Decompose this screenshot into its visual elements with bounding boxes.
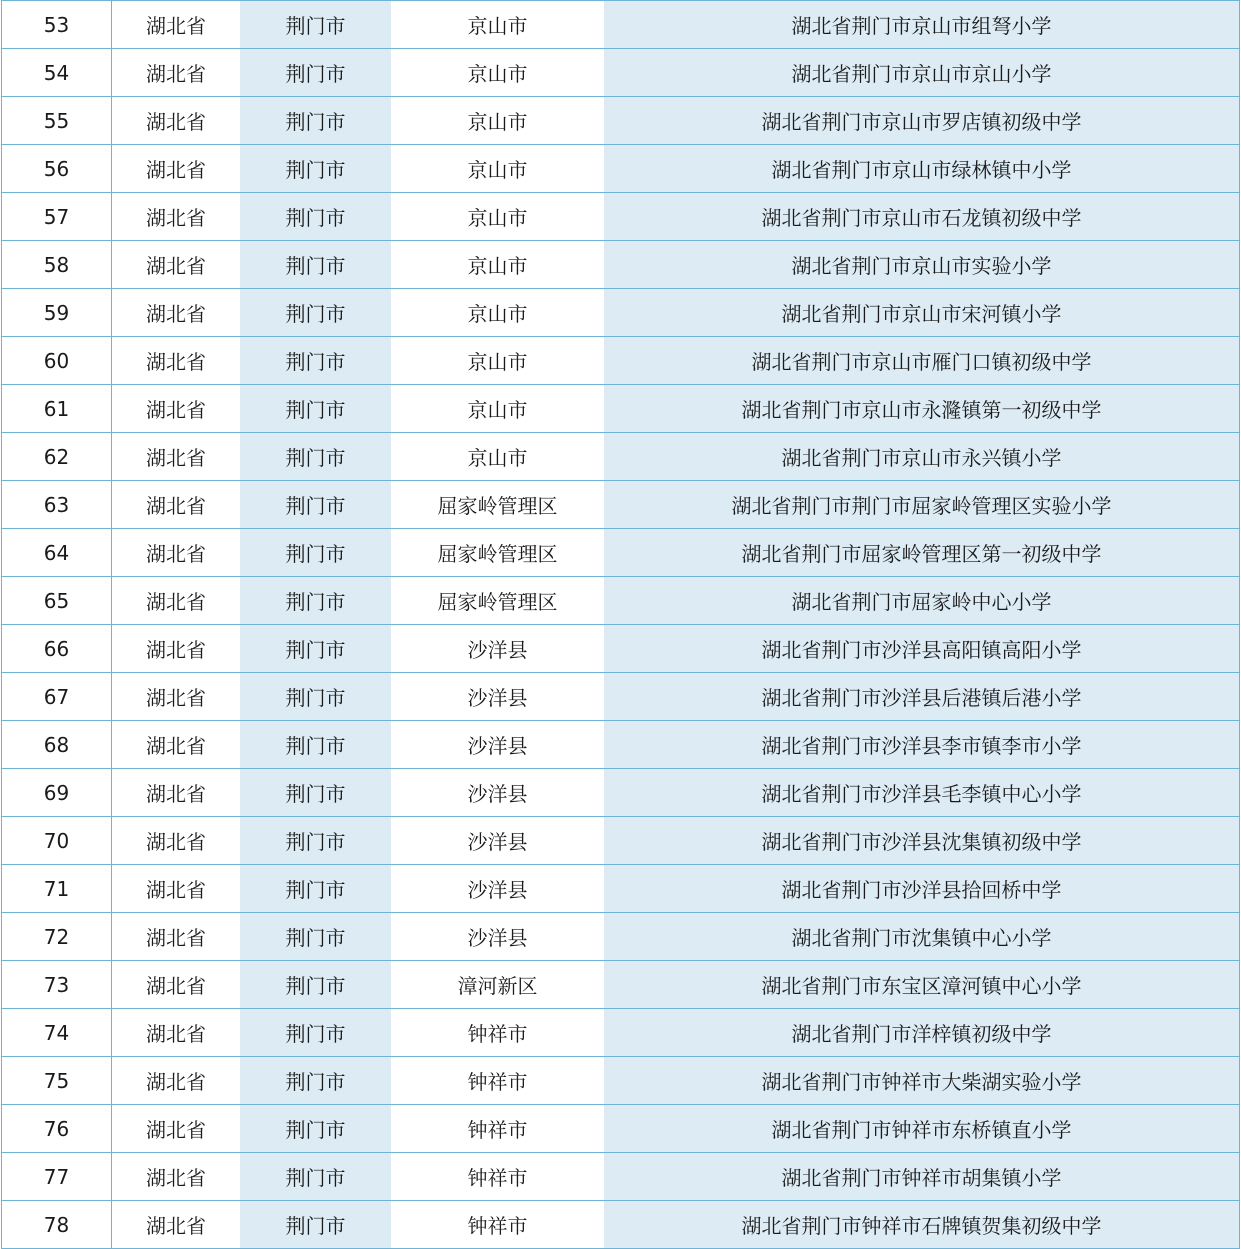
city-cell: 荆门市 (240, 817, 391, 865)
row-number-cell: 55 (2, 97, 112, 145)
province-cell: 湖北省 (112, 961, 241, 1009)
school-name-cell: 湖北省荆门市沈集镇中心小学 (604, 913, 1240, 961)
school-name-cell: 湖北省荆门市京山市京山小学 (604, 49, 1240, 97)
row-number-cell: 72 (2, 913, 112, 961)
district-cell: 沙洋县 (391, 865, 604, 913)
district-cell: 京山市 (391, 337, 604, 385)
district-cell: 屈家岭管理区 (391, 529, 604, 577)
district-cell: 京山市 (391, 97, 604, 145)
district-cell: 沙洋县 (391, 769, 604, 817)
province-cell: 湖北省 (112, 673, 241, 721)
city-cell: 荆门市 (240, 577, 391, 625)
row-number-cell: 67 (2, 673, 112, 721)
row-number-cell: 56 (2, 145, 112, 193)
province-cell: 湖北省 (112, 721, 241, 769)
table-row (2, 1105, 1240, 1153)
school-name-cell: 湖北省荆门市沙洋县毛李镇中心小学 (604, 769, 1240, 817)
row-number-cell: 66 (2, 625, 112, 673)
table-row (2, 145, 1240, 193)
row-number-cell: 73 (2, 961, 112, 1009)
city-cell: 荆门市 (240, 241, 391, 289)
province-cell: 湖北省 (112, 625, 241, 673)
school-name-cell: 湖北省荆门市沙洋县后港镇后港小学 (604, 673, 1240, 721)
district-cell: 钟祥市 (391, 1153, 604, 1201)
table-row (2, 769, 1240, 817)
district-cell: 京山市 (391, 193, 604, 241)
school-name-cell: 湖北省荆门市屈家岭管理区第一初级中学 (604, 529, 1240, 577)
province-cell: 湖北省 (112, 1, 241, 49)
city-cell: 荆门市 (240, 769, 391, 817)
row-number-cell: 75 (2, 1057, 112, 1105)
school-name-cell: 湖北省荆门市钟祥市大柴湖实验小学 (604, 1057, 1240, 1105)
school-name-cell: 湖北省荆门市东宝区漳河镇中心小学 (604, 961, 1240, 1009)
school-table-body (2, 1, 1240, 1249)
district-cell: 屈家岭管理区 (391, 481, 604, 529)
province-cell: 湖北省 (112, 1009, 241, 1057)
school-name-cell: 湖北省荆门市京山市实验小学 (604, 241, 1240, 289)
row-number-cell: 61 (2, 385, 112, 433)
district-cell: 京山市 (391, 241, 604, 289)
table-row (2, 961, 1240, 1009)
school-name-cell: 湖北省荆门市京山市石龙镇初级中学 (604, 193, 1240, 241)
table-row (2, 241, 1240, 289)
school-name-cell: 湖北省荆门市屈家岭中心小学 (604, 577, 1240, 625)
table-row (2, 1201, 1240, 1249)
province-cell: 湖北省 (112, 289, 241, 337)
row-number-cell: 69 (2, 769, 112, 817)
province-cell: 湖北省 (112, 481, 241, 529)
city-cell: 荆门市 (240, 529, 391, 577)
city-cell: 荆门市 (240, 481, 391, 529)
table-row (2, 1, 1240, 49)
table-row (2, 337, 1240, 385)
city-cell: 荆门市 (240, 145, 391, 193)
row-number-cell: 74 (2, 1009, 112, 1057)
row-number-cell: 70 (2, 817, 112, 865)
row-number-cell: 54 (2, 49, 112, 97)
row-number-cell: 68 (2, 721, 112, 769)
city-cell: 荆门市 (240, 961, 391, 1009)
province-cell: 湖北省 (112, 49, 241, 97)
district-cell: 钟祥市 (391, 1201, 604, 1249)
school-name-cell: 湖北省荆门市钟祥市石牌镇贺集初级中学 (604, 1201, 1240, 1249)
table-row (2, 673, 1240, 721)
table-row (2, 1009, 1240, 1057)
province-cell: 湖北省 (112, 97, 241, 145)
province-cell: 湖北省 (112, 193, 241, 241)
school-name-cell: 湖北省荆门市京山市罗店镇初级中学 (604, 97, 1240, 145)
school-name-cell: 湖北省荆门市沙洋县沈集镇初级中学 (604, 817, 1240, 865)
table-row (2, 385, 1240, 433)
district-cell: 钟祥市 (391, 1057, 604, 1105)
province-cell: 湖北省 (112, 817, 241, 865)
province-cell: 湖北省 (112, 1153, 241, 1201)
district-cell: 京山市 (391, 385, 604, 433)
school-name-cell: 湖北省荆门市沙洋县高阳镇高阳小学 (604, 625, 1240, 673)
district-cell: 京山市 (391, 145, 604, 193)
city-cell: 荆门市 (240, 865, 391, 913)
school-name-cell: 湖北省荆门市京山市宋河镇小学 (604, 289, 1240, 337)
district-cell: 沙洋县 (391, 721, 604, 769)
city-cell: 荆门市 (240, 193, 391, 241)
table-row (2, 481, 1240, 529)
district-cell: 沙洋县 (391, 625, 604, 673)
province-cell: 湖北省 (112, 1201, 241, 1249)
province-cell: 湖北省 (112, 769, 241, 817)
province-cell: 湖北省 (112, 1105, 241, 1153)
school-name-cell: 湖北省荆门市沙洋县李市镇李市小学 (604, 721, 1240, 769)
table-row (2, 865, 1240, 913)
table-row (2, 1057, 1240, 1105)
province-cell: 湖北省 (112, 241, 241, 289)
district-cell: 京山市 (391, 289, 604, 337)
city-cell: 荆门市 (240, 1105, 391, 1153)
table-row (2, 913, 1240, 961)
city-cell: 荆门市 (240, 1, 391, 49)
table-row (2, 577, 1240, 625)
province-cell: 湖北省 (112, 577, 241, 625)
school-name-cell: 湖北省荆门市荆门市屈家岭管理区实验小学 (604, 481, 1240, 529)
province-cell: 湖北省 (112, 529, 241, 577)
district-cell: 沙洋县 (391, 913, 604, 961)
district-cell: 京山市 (391, 1, 604, 49)
school-name-cell: 湖北省荆门市钟祥市东桥镇直小学 (604, 1105, 1240, 1153)
city-cell: 荆门市 (240, 1009, 391, 1057)
province-cell: 湖北省 (112, 145, 241, 193)
district-cell: 京山市 (391, 433, 604, 481)
city-cell: 荆门市 (240, 49, 391, 97)
province-cell: 湖北省 (112, 865, 241, 913)
table-row (2, 529, 1240, 577)
district-cell: 京山市 (391, 49, 604, 97)
district-cell: 沙洋县 (391, 817, 604, 865)
table-row (2, 193, 1240, 241)
school-name-cell: 湖北省荆门市京山市组弩小学 (604, 1, 1240, 49)
district-cell: 屈家岭管理区 (391, 577, 604, 625)
school-name-cell: 湖北省荆门市钟祥市胡集镇小学 (604, 1153, 1240, 1201)
school-name-cell: 湖北省荆门市京山市雁门口镇初级中学 (604, 337, 1240, 385)
table-row (2, 625, 1240, 673)
table-row (2, 433, 1240, 481)
school-name-cell: 湖北省荆门市京山市绿林镇中小学 (604, 145, 1240, 193)
province-cell: 湖北省 (112, 1057, 241, 1105)
city-cell: 荆门市 (240, 625, 391, 673)
province-cell: 湖北省 (112, 913, 241, 961)
table-row (2, 289, 1240, 337)
row-number-cell: 53 (2, 1, 112, 49)
school-name-cell: 湖北省荆门市沙洋县拾回桥中学 (604, 865, 1240, 913)
city-cell: 荆门市 (240, 97, 391, 145)
school-name-cell: 湖北省荆门市京山市永兴镇小学 (604, 433, 1240, 481)
city-cell: 荆门市 (240, 1153, 391, 1201)
row-number-cell: 65 (2, 577, 112, 625)
city-cell: 荆门市 (240, 433, 391, 481)
row-number-cell: 64 (2, 529, 112, 577)
province-cell: 湖北省 (112, 433, 241, 481)
city-cell: 荆门市 (240, 1057, 391, 1105)
row-number-cell: 62 (2, 433, 112, 481)
row-number-cell: 57 (2, 193, 112, 241)
city-cell: 荆门市 (240, 289, 391, 337)
table-row (2, 1153, 1240, 1201)
row-number-cell: 71 (2, 865, 112, 913)
school-name-cell: 湖北省荆门市京山市永漋镇第一初级中学 (604, 385, 1240, 433)
row-number-cell: 77 (2, 1153, 112, 1201)
city-cell: 荆门市 (240, 673, 391, 721)
row-number-cell: 63 (2, 481, 112, 529)
row-number-cell: 76 (2, 1105, 112, 1153)
city-cell: 荆门市 (240, 913, 391, 961)
city-cell: 荆门市 (240, 1201, 391, 1249)
district-cell: 钟祥市 (391, 1009, 604, 1057)
table-row (2, 721, 1240, 769)
table-row (2, 97, 1240, 145)
row-number-cell: 60 (2, 337, 112, 385)
city-cell: 荆门市 (240, 385, 391, 433)
district-cell: 沙洋县 (391, 673, 604, 721)
city-cell: 荆门市 (240, 721, 391, 769)
row-number-cell: 78 (2, 1201, 112, 1249)
table-row (2, 817, 1240, 865)
table-row (2, 49, 1240, 97)
city-cell: 荆门市 (240, 337, 391, 385)
district-cell: 漳河新区 (391, 961, 604, 1009)
school-name-cell: 湖北省荆门市洋梓镇初级中学 (604, 1009, 1240, 1057)
district-cell: 钟祥市 (391, 1105, 604, 1153)
school-table (1, 0, 1240, 1249)
row-number-cell: 58 (2, 241, 112, 289)
province-cell: 湖北省 (112, 337, 241, 385)
row-number-cell: 59 (2, 289, 112, 337)
province-cell: 湖北省 (112, 385, 241, 433)
